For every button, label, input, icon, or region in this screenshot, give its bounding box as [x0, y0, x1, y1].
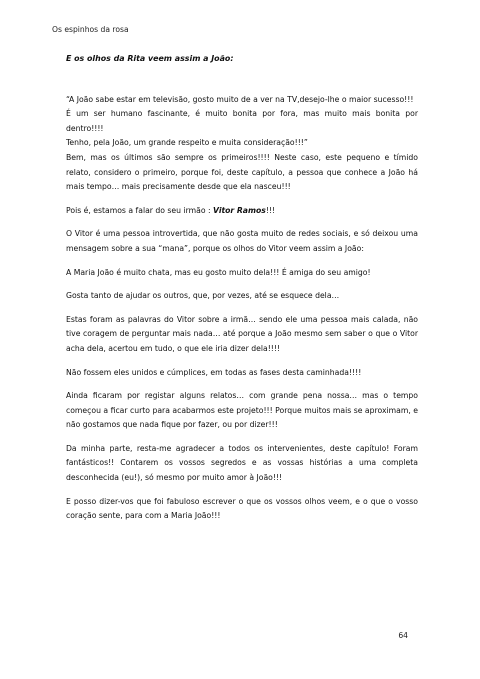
running-header: Os espinhos da rosa [52, 25, 129, 34]
quote-block [66, 93, 418, 151]
paragraph [66, 204, 418, 219]
paragraph: Ainda ficaram por registar alguns relatos… com grande pena nossa… mas o tempo começou a ficar curto para acabarmos este projeto!!! Porque muitos mais se aproximam, e não gostamos que nada fique por fazer, ou por dizer!!! [66, 391, 418, 430]
quote-line: “A João sabe estar em televisão, gosto muito de a ver na TV,desejo-lhe o maior sucesso!!! [66, 94, 414, 104]
paragraph: Estas foram as palavras do Vitor sobre a irmã… sendo ele uma pessoa mais calada, não tive coragem de perguntar mais nada… até porque a João mesmo sem saber o que o Vitor acha dela, acertou em tudo, o que ele iria dizer dela!!!! [66, 314, 418, 353]
paragraph: Bem, mas os últimos são sempre os primeiros!!!! Neste caso, este pequeno e tímido relato, considero o primeiro, porque foi, deste capítulo, a pessoa que conhece a João há mais tempo… mais precisamente desde que ela nasceu!!! [66, 152, 418, 192]
paragraph: E posso dizer-vos que foi fabuloso escrever o que os vossos olhos veem, e o que o vosso coração sente, para com a Maria João!!! [66, 496, 418, 521]
quote-line: Tenho, pela João, um grande respeito e muita consideração!!!” [66, 138, 308, 148]
page-content [66, 52, 418, 533]
paragraph: O Vitor é uma pessoa introvertida, que não gosta muito de redes sociais, e só deixou uma mensagem sobre a sua “mana”, porque os olhos do Vitor veem assim a João: [66, 229, 418, 253]
paragraph: Da minha parte, resta-me agradecer a todos os intervenientes, deste capítulo! Foram fantásticos!! Contarem os vossos segredos e as vossas histórias a uma completa desconhecida (eu!), só mesmo por muito amor à João!!! [66, 443, 418, 483]
quote-line: É um ser humano fascinante, é muito bonita por fora, mas muito mais bonita por dentro!!!! [66, 109, 418, 133]
paragraph-text: Pois é, estamos a falar do seu irmão : [66, 205, 214, 215]
paragraph: A Maria João é muito chata, mas eu gosto muito dela!!! É amiga do seu amigo! [66, 267, 371, 277]
person-name: Vitor Ramos [213, 205, 266, 215]
page-number: 64 [398, 631, 408, 640]
paragraph: Não fossem eles unidos e cúmplices, em todas as fases desta caminhada!!!! [66, 367, 362, 377]
section-heading: E os olhos da Rita veem assim a João: [66, 54, 234, 63]
paragraph-text: !!! [265, 205, 276, 215]
paragraph: Gosta tanto de ajudar os outros, que, por vezes, até se esquece dela… [66, 291, 340, 301]
